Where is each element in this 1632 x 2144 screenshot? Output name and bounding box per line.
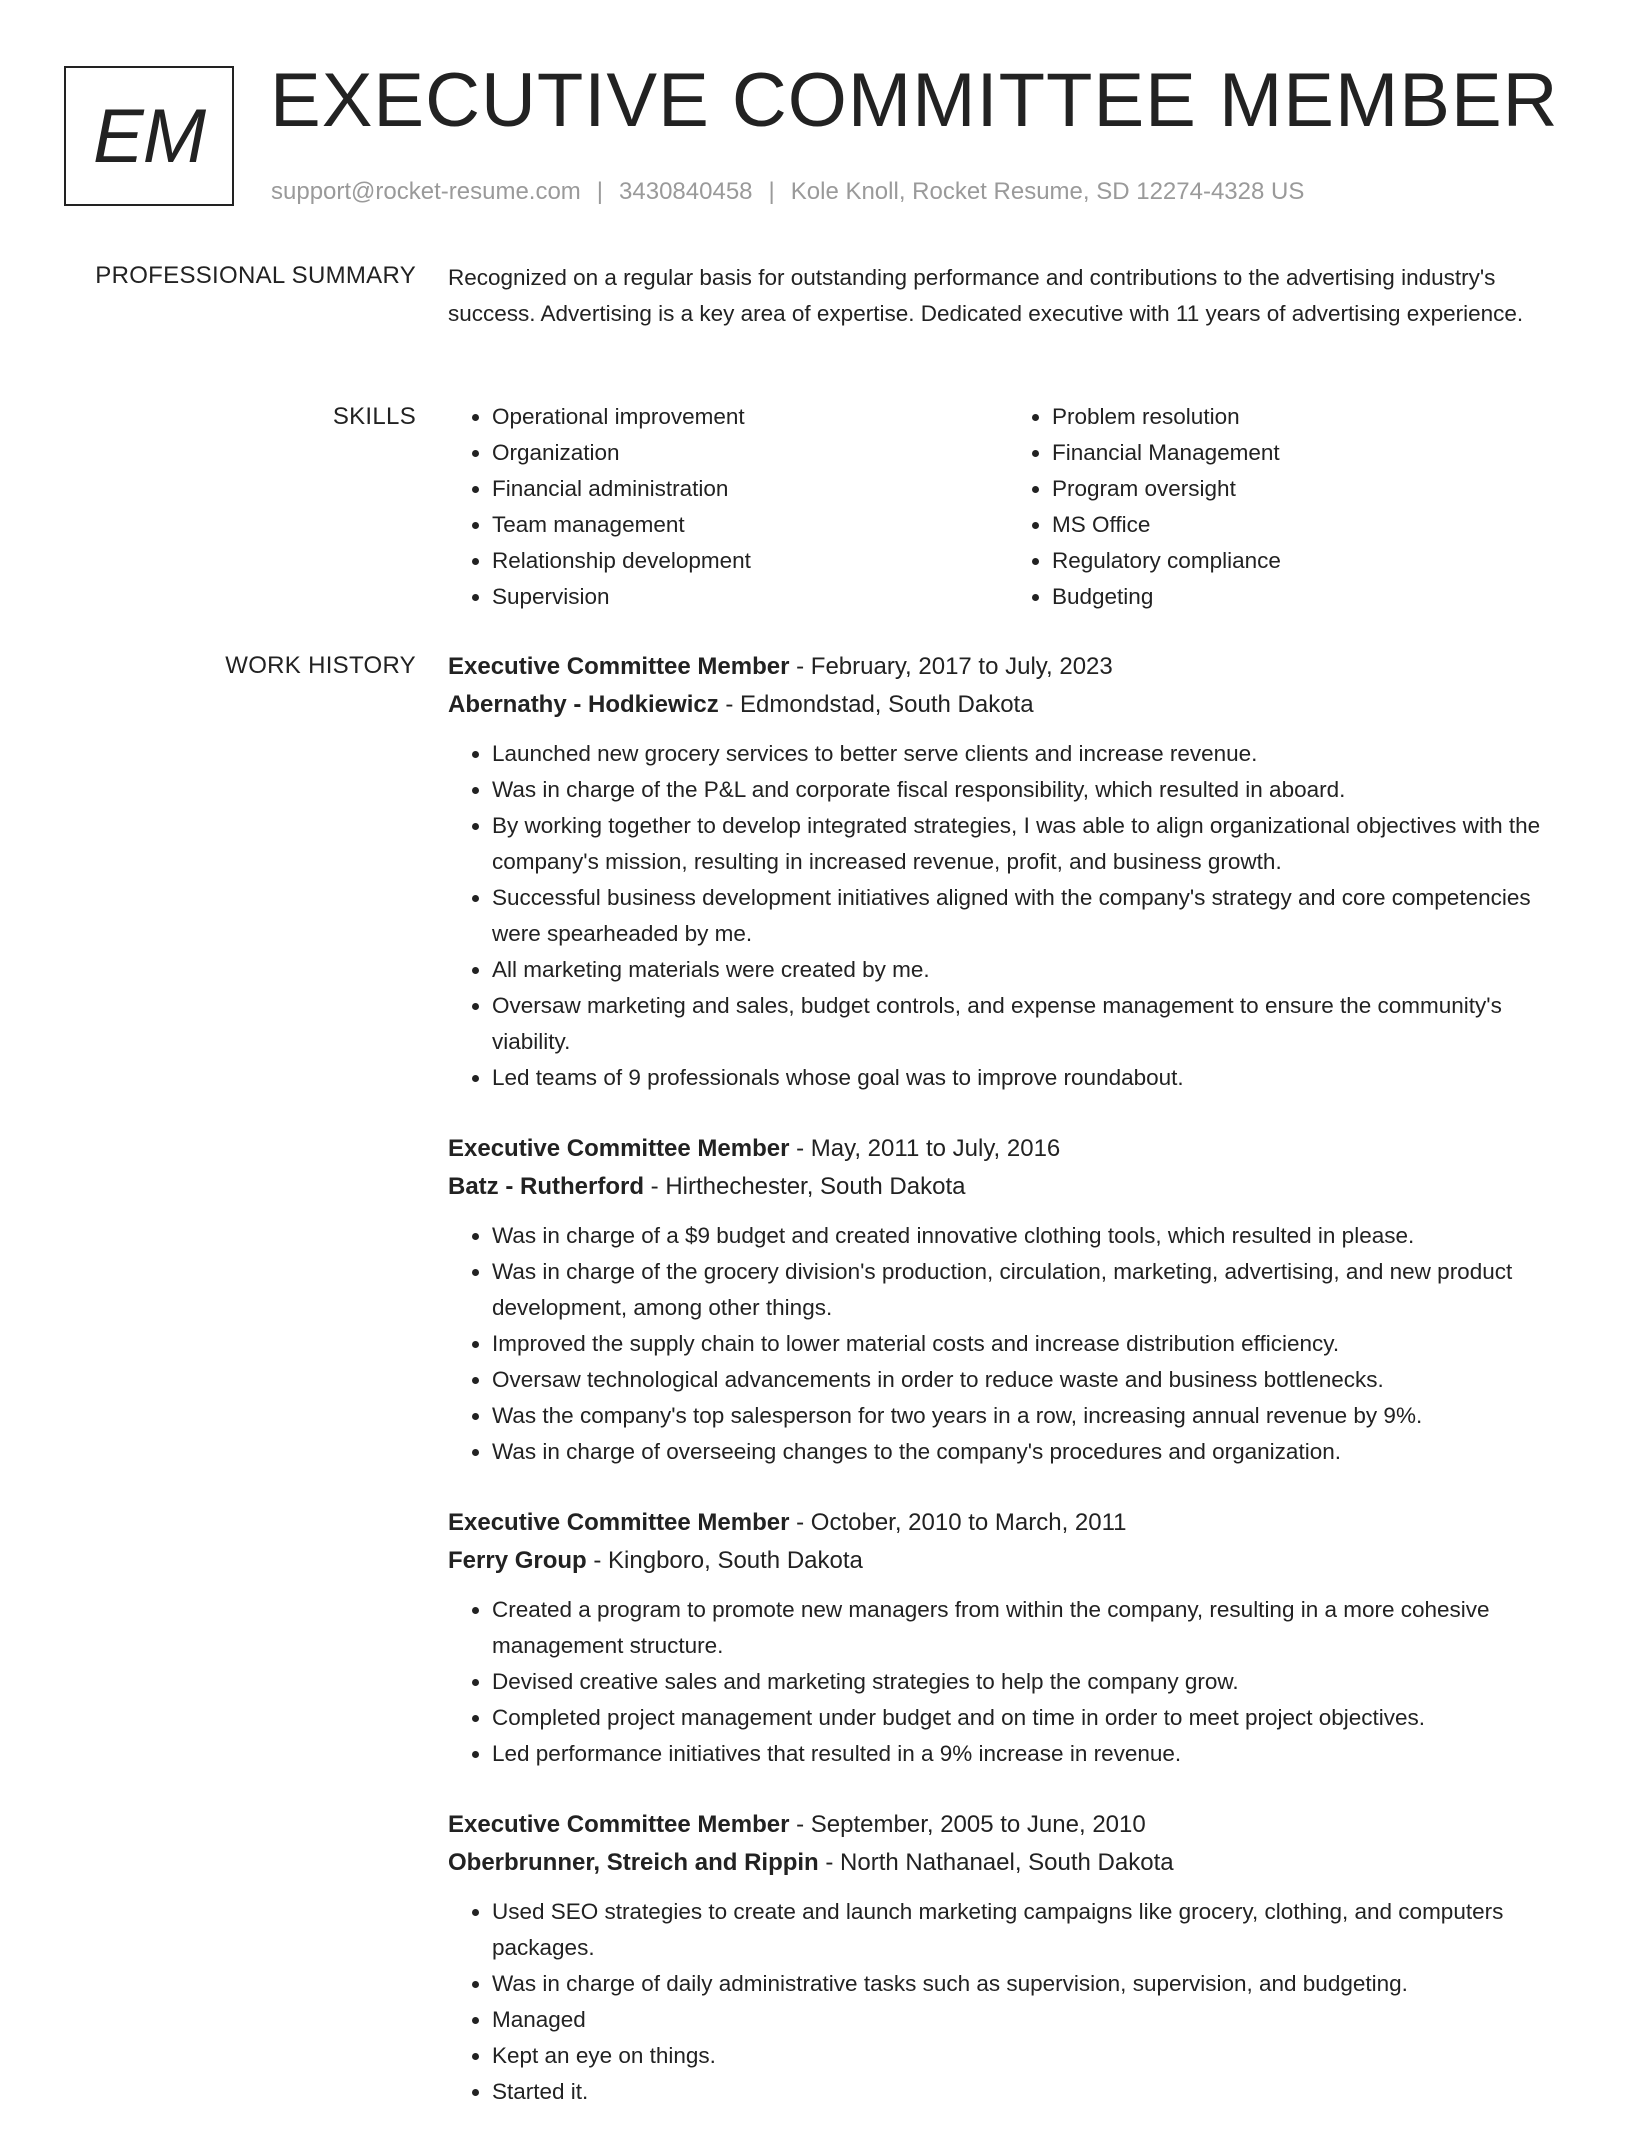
job-bullet: • Was in charge of a $9 budget and created innovative clothing tools, which resulted in please. (492, 1218, 1568, 1254)
job-bullet: • Managed (492, 2002, 1568, 2038)
skill-item: • Program oversight (1052, 471, 1568, 507)
job-bullet-list (448, 1592, 1568, 1772)
job-bullet: • Kept an eye on things. (492, 2038, 1568, 2074)
resume-title: EXECUTIVE COMMITTEE MEMBER (270, 58, 1559, 143)
job-title-line (448, 648, 1568, 686)
skill-item: • Team management (492, 507, 1008, 543)
job-bullet-list (448, 1218, 1568, 1470)
job-title-line (448, 1806, 1568, 1844)
job-bullet: • Led teams of 9 professionals whose goal was to improve roundabout. (492, 1060, 1568, 1096)
section-label-skills: SKILLS (332, 403, 416, 430)
contact-line (271, 176, 1304, 208)
skill-item: • Relationship development (492, 543, 1008, 579)
job-bullet: • Oversaw technological advancements in order to reduce waste and business bottlenecks. (492, 1362, 1568, 1398)
job-title-line (448, 1130, 1568, 1168)
contact-separator: | (768, 178, 775, 205)
job-bullet: • Completed project management under budget and on time in order to meet project objectives. (492, 1700, 1568, 1736)
job-location: - North Nathanael, South Dakota (818, 1849, 1174, 1876)
job-dates: - September, 2005 to June, 2010 (789, 1811, 1146, 1838)
job-title: Executive Committee Member (448, 1135, 790, 1162)
contact-phone: 3430840458 (619, 178, 753, 205)
job-company-line (448, 686, 1568, 724)
section-label-summary: PROFESSIONAL SUMMARY (95, 262, 416, 289)
job-company-line (448, 1168, 1568, 1206)
skills-body (448, 399, 1568, 615)
skill-item: • Supervision (492, 579, 1008, 615)
job-entry (448, 1504, 1568, 1772)
section-label-work-history: WORK HISTORY (225, 652, 416, 679)
job-bullet: • Created a program to promote new managers from within the company, resulting in a more cohesive management structure. (492, 1592, 1568, 1664)
summary-text: Recognized on a regular basis for outstanding performance and contributions to the advertising industry's success. Advertising is a key area of expertise. Dedicated executive with 11 years of advertising experience. (448, 265, 1524, 326)
job-bullet: • Led performance initiatives that resulted in a 9% increase in revenue. (492, 1736, 1568, 1772)
job-bullet: • Used SEO strategies to create and launch marketing campaigns like grocery, clothing, and computers packages. (492, 1894, 1568, 1966)
job-bullet: • Launched new grocery services to better serve clients and increase revenue. (492, 736, 1568, 772)
skill-item: • Budgeting (1052, 579, 1568, 615)
job-company-line (448, 1844, 1568, 1882)
skill-item: • Financial Management (1052, 435, 1568, 471)
job-bullet: • Was in charge of the grocery division's production, circulation, marketing, advertising, and new product development, among other things. (492, 1254, 1568, 1326)
job-location: - Hirthechester, South Dakota (643, 1173, 966, 1200)
work-history-body (448, 648, 1568, 2144)
skills-left-list (448, 399, 1008, 615)
skills-columns (448, 399, 1568, 615)
job-dates: - February, 2017 to July, 2023 (789, 653, 1113, 680)
skill-item: • Organization (492, 435, 1008, 471)
job-company-line (448, 1542, 1568, 1580)
skill-item: • Operational improvement (492, 399, 1008, 435)
skill-item: • Regulatory compliance (1052, 543, 1568, 579)
job-bullet: • Improved the supply chain to lower material costs and increase distribution efficiency. (492, 1326, 1568, 1362)
job-bullet: • Was in charge of daily administrative tasks such as supervision, supervision, and budgeting. (492, 1966, 1568, 2002)
job-bullet: • Was the company's top salesperson for two years in a row, increasing annual revenue by 9%. (492, 1398, 1568, 1434)
job-bullet-list (448, 736, 1568, 1096)
job-bullet-list (448, 1894, 1568, 2110)
job-title: Executive Committee Member (448, 653, 790, 680)
job-bullet: • All marketing materials were created by me. (492, 952, 1568, 988)
job-title: Executive Committee Member (448, 1811, 790, 1838)
job-title-line (448, 1504, 1568, 1542)
job-bullet: • Successful business development initiatives aligned with the company's strategy and core competencies were spearheaded by me. (492, 880, 1568, 952)
job-location: - Kingboro, South Dakota (586, 1547, 863, 1574)
contact-separator: | (596, 178, 604, 205)
job-bullet: • Devised creative sales and marketing strategies to help the company grow. (492, 1664, 1568, 1700)
monogram-badge: EM (64, 66, 234, 206)
skills-right-list (1008, 399, 1568, 615)
skill-item: • Problem resolution (1052, 399, 1568, 435)
job-company: Batz - Rutherford (448, 1173, 644, 1200)
job-bullet: • Oversaw marketing and sales, budget controls, and expense management to ensure the community's viability. (492, 988, 1568, 1060)
job-title: Executive Committee Member (448, 1509, 790, 1536)
job-entry (448, 648, 1568, 1096)
job-bullet: • Was in charge of the P&L and corporate fiscal responsibility, which resulted in aboard. (492, 772, 1568, 808)
skill-item: • Financial administration (492, 471, 1008, 507)
job-dates: - May, 2011 to July, 2016 (789, 1135, 1061, 1162)
contact-address: Kole Knoll, Rocket Resume, SD 12274-4328 US (790, 178, 1305, 205)
job-location: - Edmondstad, South Dakota (718, 691, 1034, 718)
job-bullet: • Was in charge of overseeing changes to the company's procedures and organization. (492, 1434, 1568, 1470)
summary-body (448, 260, 1568, 332)
contact-email: support@rocket-resume.com (271, 178, 581, 205)
job-dates: - October, 2010 to March, 2011 (789, 1509, 1127, 1536)
job-company: Ferry Group (448, 1547, 587, 1574)
job-bullet: • By working together to develop integrated strategies, I was able to align organizational objectives with the company's mission, resulting in increased revenue, profit, and business growth. (492, 808, 1568, 880)
job-company: Abernathy - Hodkiewicz (448, 691, 719, 718)
skill-item: • MS Office (1052, 507, 1568, 543)
job-bullet: • Started it. (492, 2074, 1568, 2110)
job-entry (448, 1130, 1568, 1470)
job-entry (448, 1806, 1568, 2110)
job-company: Oberbrunner, Streich and Rippin (448, 1849, 819, 1876)
